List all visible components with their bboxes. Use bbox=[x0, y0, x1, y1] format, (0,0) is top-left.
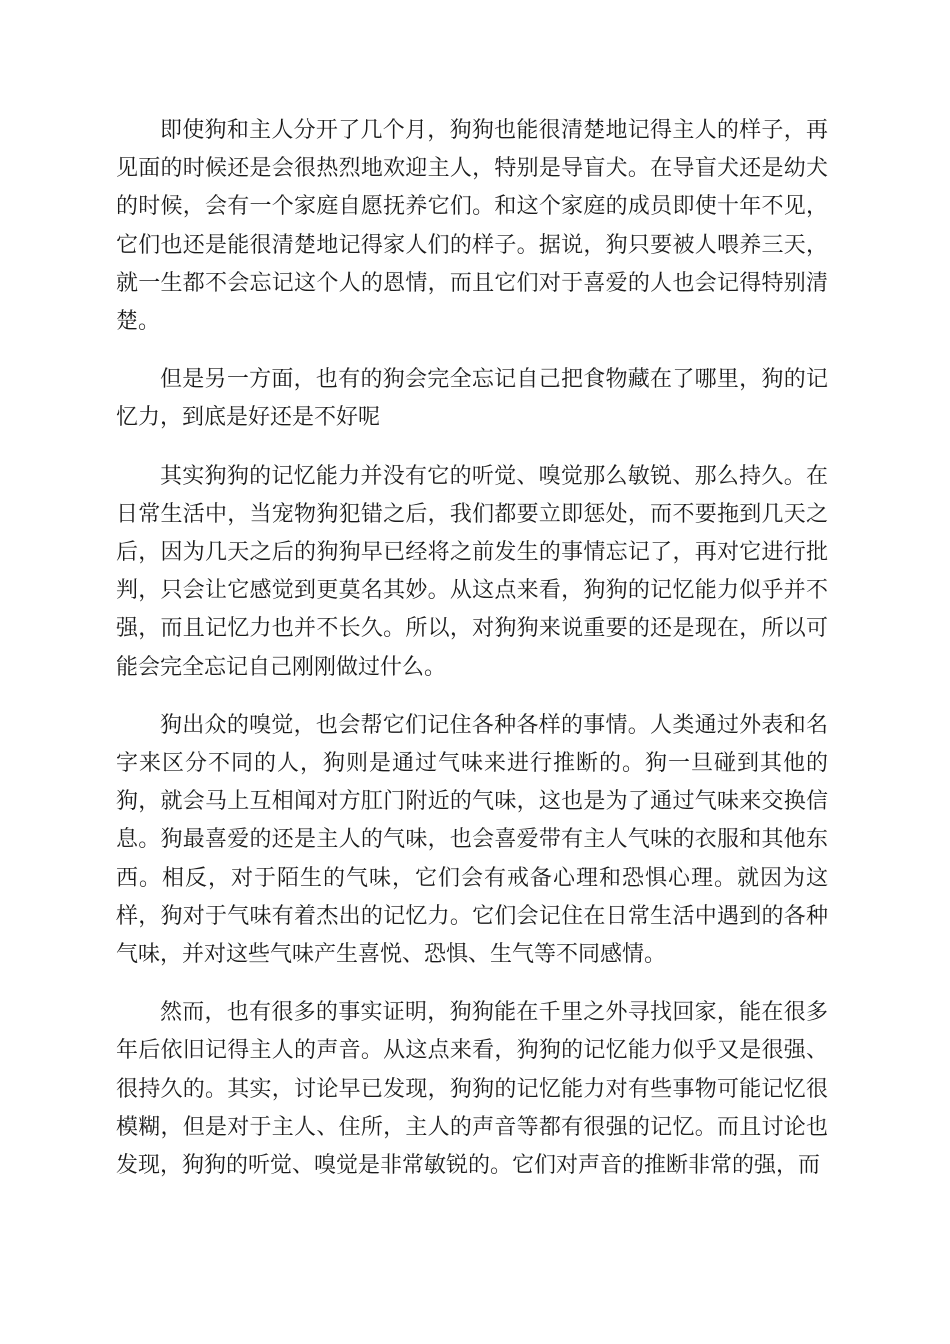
paragraph-3: 其实狗狗的记忆能力并没有它的听觉、嗅觉那么敏锐、那么持久。在日常生活中，当宠物狗犯错之后，我们都要立即惩处，而不要拖到几天之后，因为几天之后的狗狗早已经将之前发生的事情忘记了，再对它进行批判，只会让它感觉到更莫名其妙。从这点来看，狗狗的记忆能力似乎并不强，而且记忆力也并不长久。所以，对狗狗来说重要的还是现在，所以可能会完全忘记自己刚刚做过什么。 bbox=[116, 463, 828, 680]
paragraph-2: 但是另一方面，也有的狗会完全忘记自己把食物藏在了哪里，狗的记忆力，到底是好还是不好呢 bbox=[116, 367, 828, 431]
paragraph-1: 即使狗和主人分开了几个月，狗狗也能很清楚地记得主人的样子，再见面的时候还是会很热烈地欢迎主人，特别是导盲犬。在导盲犬还是幼犬的时候，会有一个家庭自愿抚养它们。和这个家庭的成员即使十年不见，它们也还是能很清楚地记得家人们的样子。据说，狗只要被人喂养三天，就一生都不会忘记这个人的恩情，而且它们对于喜爱的人也会记得特别清楚。 bbox=[116, 118, 828, 335]
paragraph-4: 狗出众的嗅觉，也会帮它们记住各种各样的事情。人类通过外表和名字来区分不同的人，狗则是通过气味来进行推断的。狗一旦碰到其他的狗，就会马上互相闻对方肛门附近的气味，这也是为了通过气味来交换信息。狗最喜爱的还是主人的气味，也会喜爱带有主人气味的衣服和其他东西。相反，对于陌生的气味，它们会有戒备心理和恐惧心理。就因为这样，狗对于气味有着杰出的记忆力。它们会记住在日常生活中遇到的各种气味，并对这些气味产生喜悦、恐惧、生气等不同感情。 bbox=[116, 712, 828, 968]
document-page bbox=[116, 112, 828, 1205]
paragraph-5: 然而，也有很多的事实证明，狗狗能在千里之外寻找回家，能在很多年后依旧记得主人的声音。从这点来看，狗狗的记忆能力似乎又是很强、很持久的。其实，讨论早已发现，狗狗的记忆能力对有些事物可能记忆很模糊，但是对于主人、住所，主人的声音等都有很强的记忆。而且讨论也发现，狗狗的听觉、嗅觉是非常敏锐的。它们对声音的推断非常的强，而 bbox=[116, 1000, 828, 1179]
